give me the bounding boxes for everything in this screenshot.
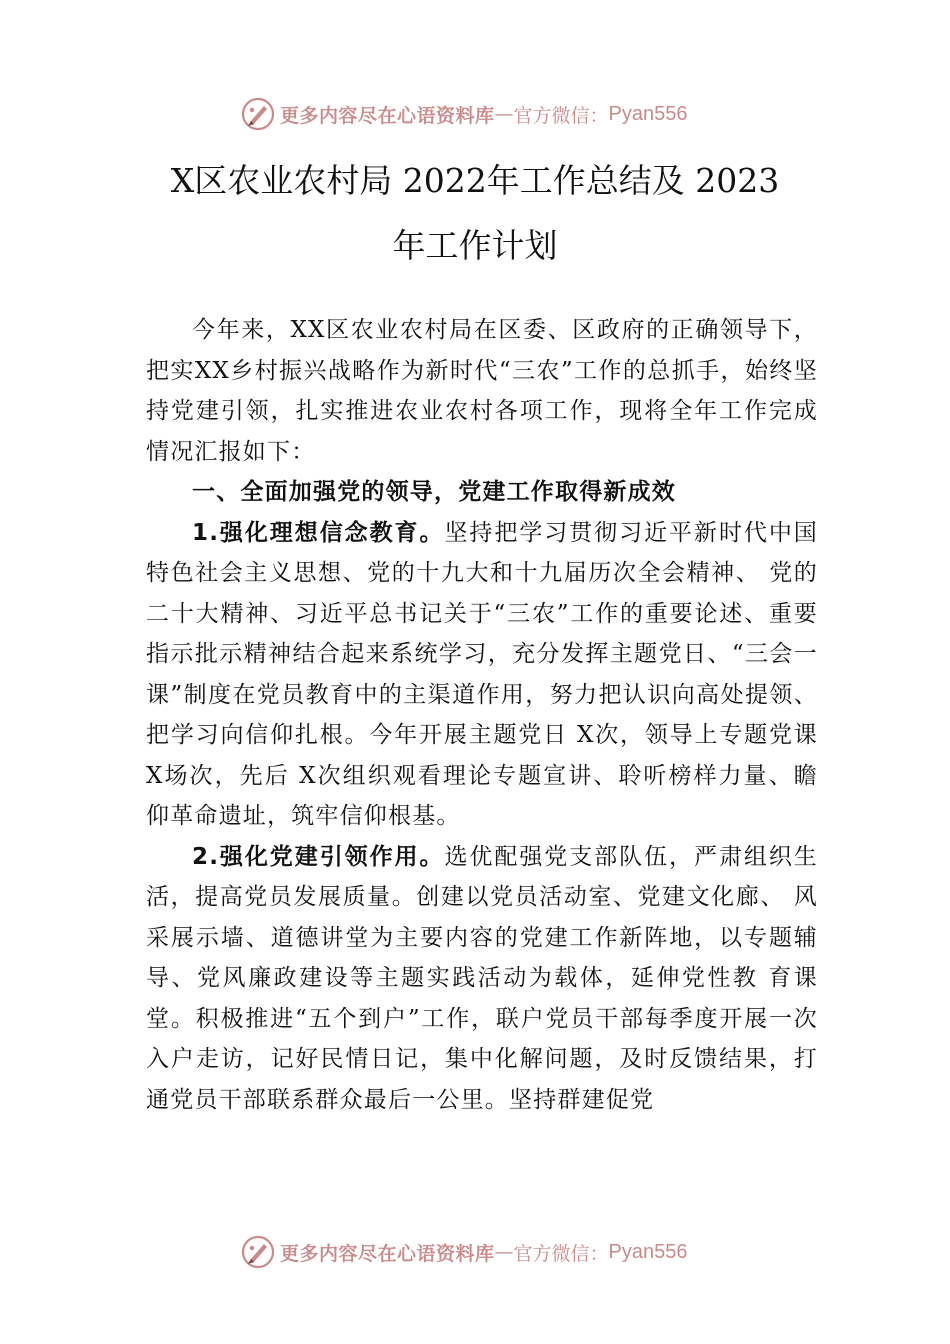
watermark-wechat-id: Pyan556 (608, 1240, 688, 1263)
pen-logo-icon (240, 96, 276, 132)
document-body (146, 310, 818, 1120)
item-2-paragraph (146, 837, 818, 1121)
item-1-text: 坚持把学习贯彻习近平新时代中国特色社会主义思想、党的十九大和十九届历次全会精神、 党的二十大精神、习近平总书记关于“三农”工作的重要论述、重要指示批示精神结合起来系统学习，充分发挥主题党日、“三会一课”制度在党员教育中的主渠道作用，努力把认识向高处提领、把学习向信仰扎根。今年开展主题党日 X次，领导上专题党课 X场次，先后 X次组织观看理论专题宣讲、聆听榜样力量、瞻仰革命遗址，筑牢信仰根基。 (146, 519, 818, 829)
item-2-lead: 2.强化党建引领作用。 (192, 843, 445, 870)
watermark-wechat-label: 官方微信： (513, 1242, 609, 1265)
watermark-separator: — (494, 1241, 514, 1263)
watermark-site-text: 更多内容尽在心语资料库 (280, 104, 495, 127)
item-2-text: 选优配强党支部队伍，严肃组织生活，提高党员发展质量。创建以党员活动室、党建文化廊、 风采展示墙、道德讲堂为主要内容的党建工作新阵地，以专题辅导、党风廉政建设等主题实践活动为载体，延伸党性教 育课堂。积极推进“五个到户”工作，联户党员干部每季度开展一次入户走访，记好民情日记，集中化解问题，及时反馈结果，打通党员干部联系群众最后一公里。坚持群建促党 (146, 843, 818, 1113)
document-title-line-2: 年工作计划 (392, 226, 558, 265)
watermark-wechat-id: Pyan556 (608, 102, 688, 125)
item-1-paragraph (146, 513, 818, 837)
watermark-footer (0, 1232, 950, 1272)
item-1-lead: 1.强化理想信念教育。 (192, 519, 445, 546)
watermark-site-text: 更多内容尽在心语资料库 (280, 1242, 495, 1265)
section-heading: 一、全面加强党的领导，党建工作取得新成效 (192, 479, 676, 505)
pen-logo-icon (240, 1234, 276, 1270)
document-title-line-1: X区农业农村局 2022年工作总结及 2023 (170, 161, 780, 200)
watermark-header (0, 94, 950, 134)
watermark-wechat-label: 官方微信： (513, 104, 609, 127)
watermark-separator: — (494, 103, 514, 125)
intro-paragraph: 今年来，XX区农业农村局在区委、区政府的正确领导下，把实XX乡村振兴战略作为新时代“三农”工作的总抓手，始终坚持党建引领，扎实推进农业农村各项工作，现将全年工作完成情况汇报如下： (146, 317, 818, 465)
